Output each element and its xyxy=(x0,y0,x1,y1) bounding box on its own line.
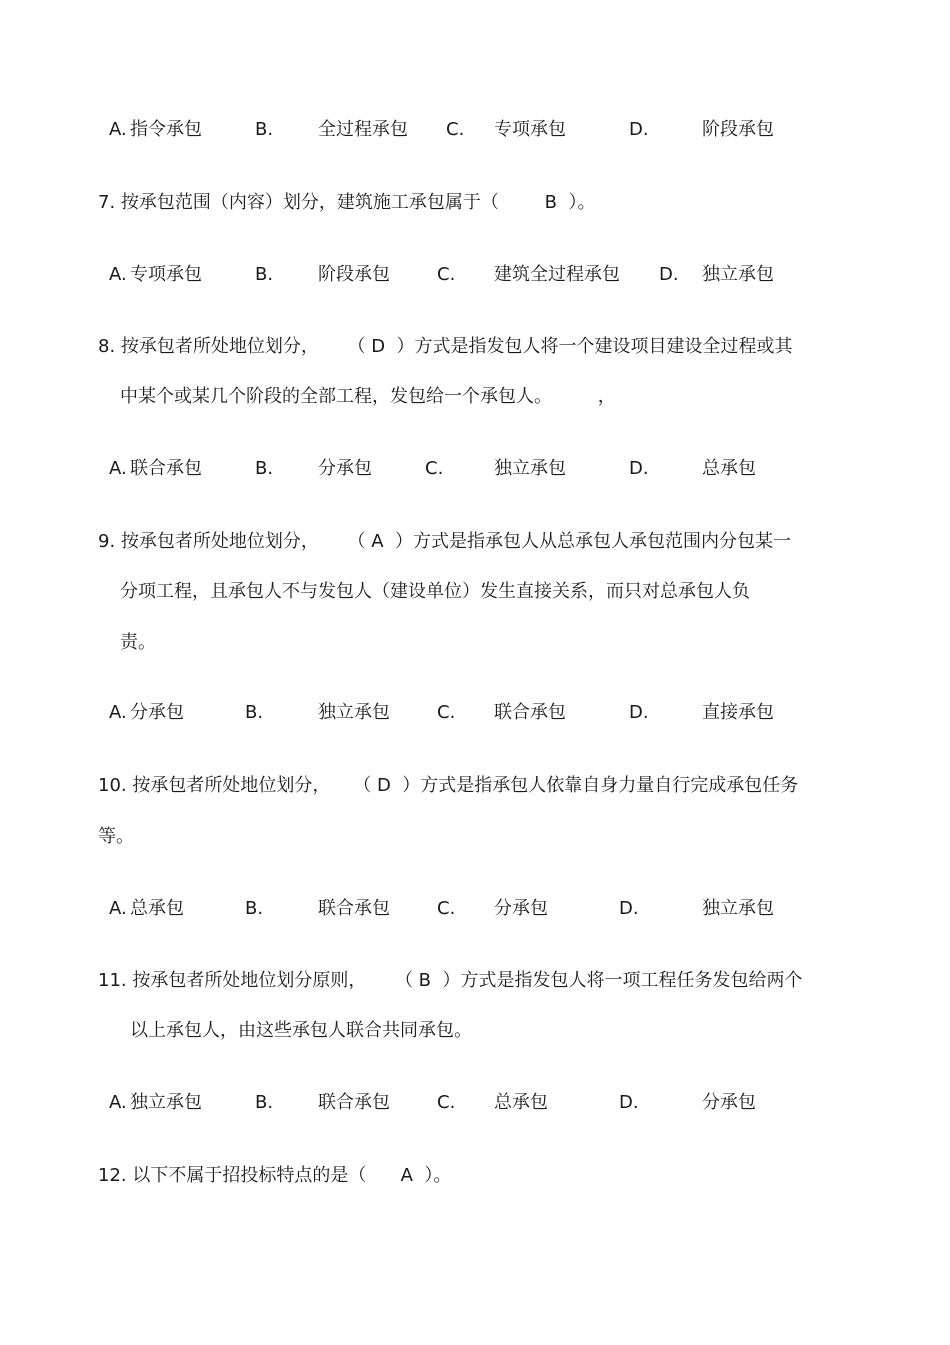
q6-option-a-letter: A. xyxy=(109,119,127,140)
q11-option-c-text: 总承包 xyxy=(494,1092,548,1113)
q11-option-d-letter: D. xyxy=(619,1092,639,1113)
q10-option-c-text: 分承包 xyxy=(494,898,548,919)
q10-option-b-text: 联合承包 xyxy=(318,898,390,919)
q7-option-b-letter: B. xyxy=(255,264,274,285)
q11-option-a-letter: A. xyxy=(109,1092,127,1113)
q9-stem-line-3: 责。 xyxy=(120,632,156,653)
q8-option-c-text: 独立承包 xyxy=(494,458,566,479)
q10-stem-line-1: 10. 按承包者所处地位划分， （ D ）方式是指承包人依靠自身力量自行完成承包任务 xyxy=(98,775,799,796)
q7-option-d-letter: D. xyxy=(659,264,679,285)
q7-option-c-letter: C. xyxy=(437,264,456,285)
q11-stem-line-2: 以上承包人，由这些承包人联合共同承包。 xyxy=(130,1020,472,1041)
q7-option-a-text: 专项承包 xyxy=(130,264,202,285)
q8-option-b-text: 分承包 xyxy=(318,458,372,479)
q6-option-b-text: 全过程承包 xyxy=(318,119,408,140)
q7-option-d-text: 独立承包 xyxy=(702,264,774,285)
q7-option-a-letter: A. xyxy=(109,264,127,285)
q8-option-d-text: 总承包 xyxy=(702,458,756,479)
q9-option-c-letter: C. xyxy=(437,702,456,723)
q9-stem-line-2: 分项工程，且承包人不与发包人（建设单位）发生直接关系，而只对总承包人负 xyxy=(120,581,750,602)
q6-option-b-letter: B. xyxy=(255,119,274,140)
q8-option-a-letter: A. xyxy=(109,458,127,479)
q8-stem-line-2: 中某个或某几个阶段的全部工程，发包给一个承包人。 ， xyxy=(120,386,616,407)
q8-option-a-text: 联合承包 xyxy=(130,458,202,479)
q11-option-d-text: 分承包 xyxy=(702,1092,756,1113)
q9-option-b-text: 独立承包 xyxy=(318,702,390,723)
q8-option-b-letter: B. xyxy=(255,458,274,479)
q8-option-d-letter: D. xyxy=(629,458,649,479)
q9-option-d-text: 直接承包 xyxy=(702,702,774,723)
q11-option-b-letter: B. xyxy=(255,1092,274,1113)
q9-option-a-text: 分承包 xyxy=(130,702,184,723)
q10-option-a-letter: A. xyxy=(109,898,127,919)
q7-stem-line-1: 7. 按承包范围（内容）划分，建筑施工承包属于（ B ）。 xyxy=(98,192,596,213)
q8-option-c-letter: C. xyxy=(425,458,444,479)
q11-option-c-letter: C. xyxy=(437,1092,456,1113)
q6-option-d-letter: D. xyxy=(629,119,649,140)
q11-option-a-text: 独立承包 xyxy=(130,1092,202,1113)
q10-option-d-text: 独立承包 xyxy=(702,898,774,919)
q10-stem-line-2: 等。 xyxy=(98,826,134,847)
q7-option-c-text: 建筑全过程承包 xyxy=(494,264,620,285)
q12-stem-line-1: 12. 以下不属于招投标特点的是（ A ）。 xyxy=(98,1165,452,1186)
q10-option-d-letter: D. xyxy=(619,898,639,919)
q10-option-a-text: 总承包 xyxy=(130,898,184,919)
q11-option-b-text: 联合承包 xyxy=(318,1092,390,1113)
q10-option-b-letter: B. xyxy=(245,898,264,919)
q6-option-c-text: 专项承包 xyxy=(494,119,566,140)
q9-option-c-text: 联合承包 xyxy=(494,702,566,723)
q6-option-d-text: 阶段承包 xyxy=(702,119,774,140)
q6-option-c-letter: C. xyxy=(446,119,465,140)
q10-option-c-letter: C. xyxy=(437,898,456,919)
q6-option-a-text: 指令承包 xyxy=(130,119,202,140)
q9-option-d-letter: D. xyxy=(629,702,649,723)
q9-option-a-letter: A. xyxy=(109,702,127,723)
q8-stem-line-1: 8. 按承包者所处地位划分， （ D ）方式是指发包人将一个建设项目建设全过程或其 xyxy=(98,336,793,357)
q9-option-b-letter: B. xyxy=(245,702,264,723)
q9-stem-line-1: 9. 按承包者所处地位划分， （ A ）方式是指承包人从总承包人承包范围内分包某一 xyxy=(98,531,791,552)
q11-stem-line-1: 11. 按承包者所处地位划分原则， （ B ）方式是指发包人将一项工程任务发包给两个 xyxy=(98,970,803,991)
q7-option-b-text: 阶段承包 xyxy=(318,264,390,285)
